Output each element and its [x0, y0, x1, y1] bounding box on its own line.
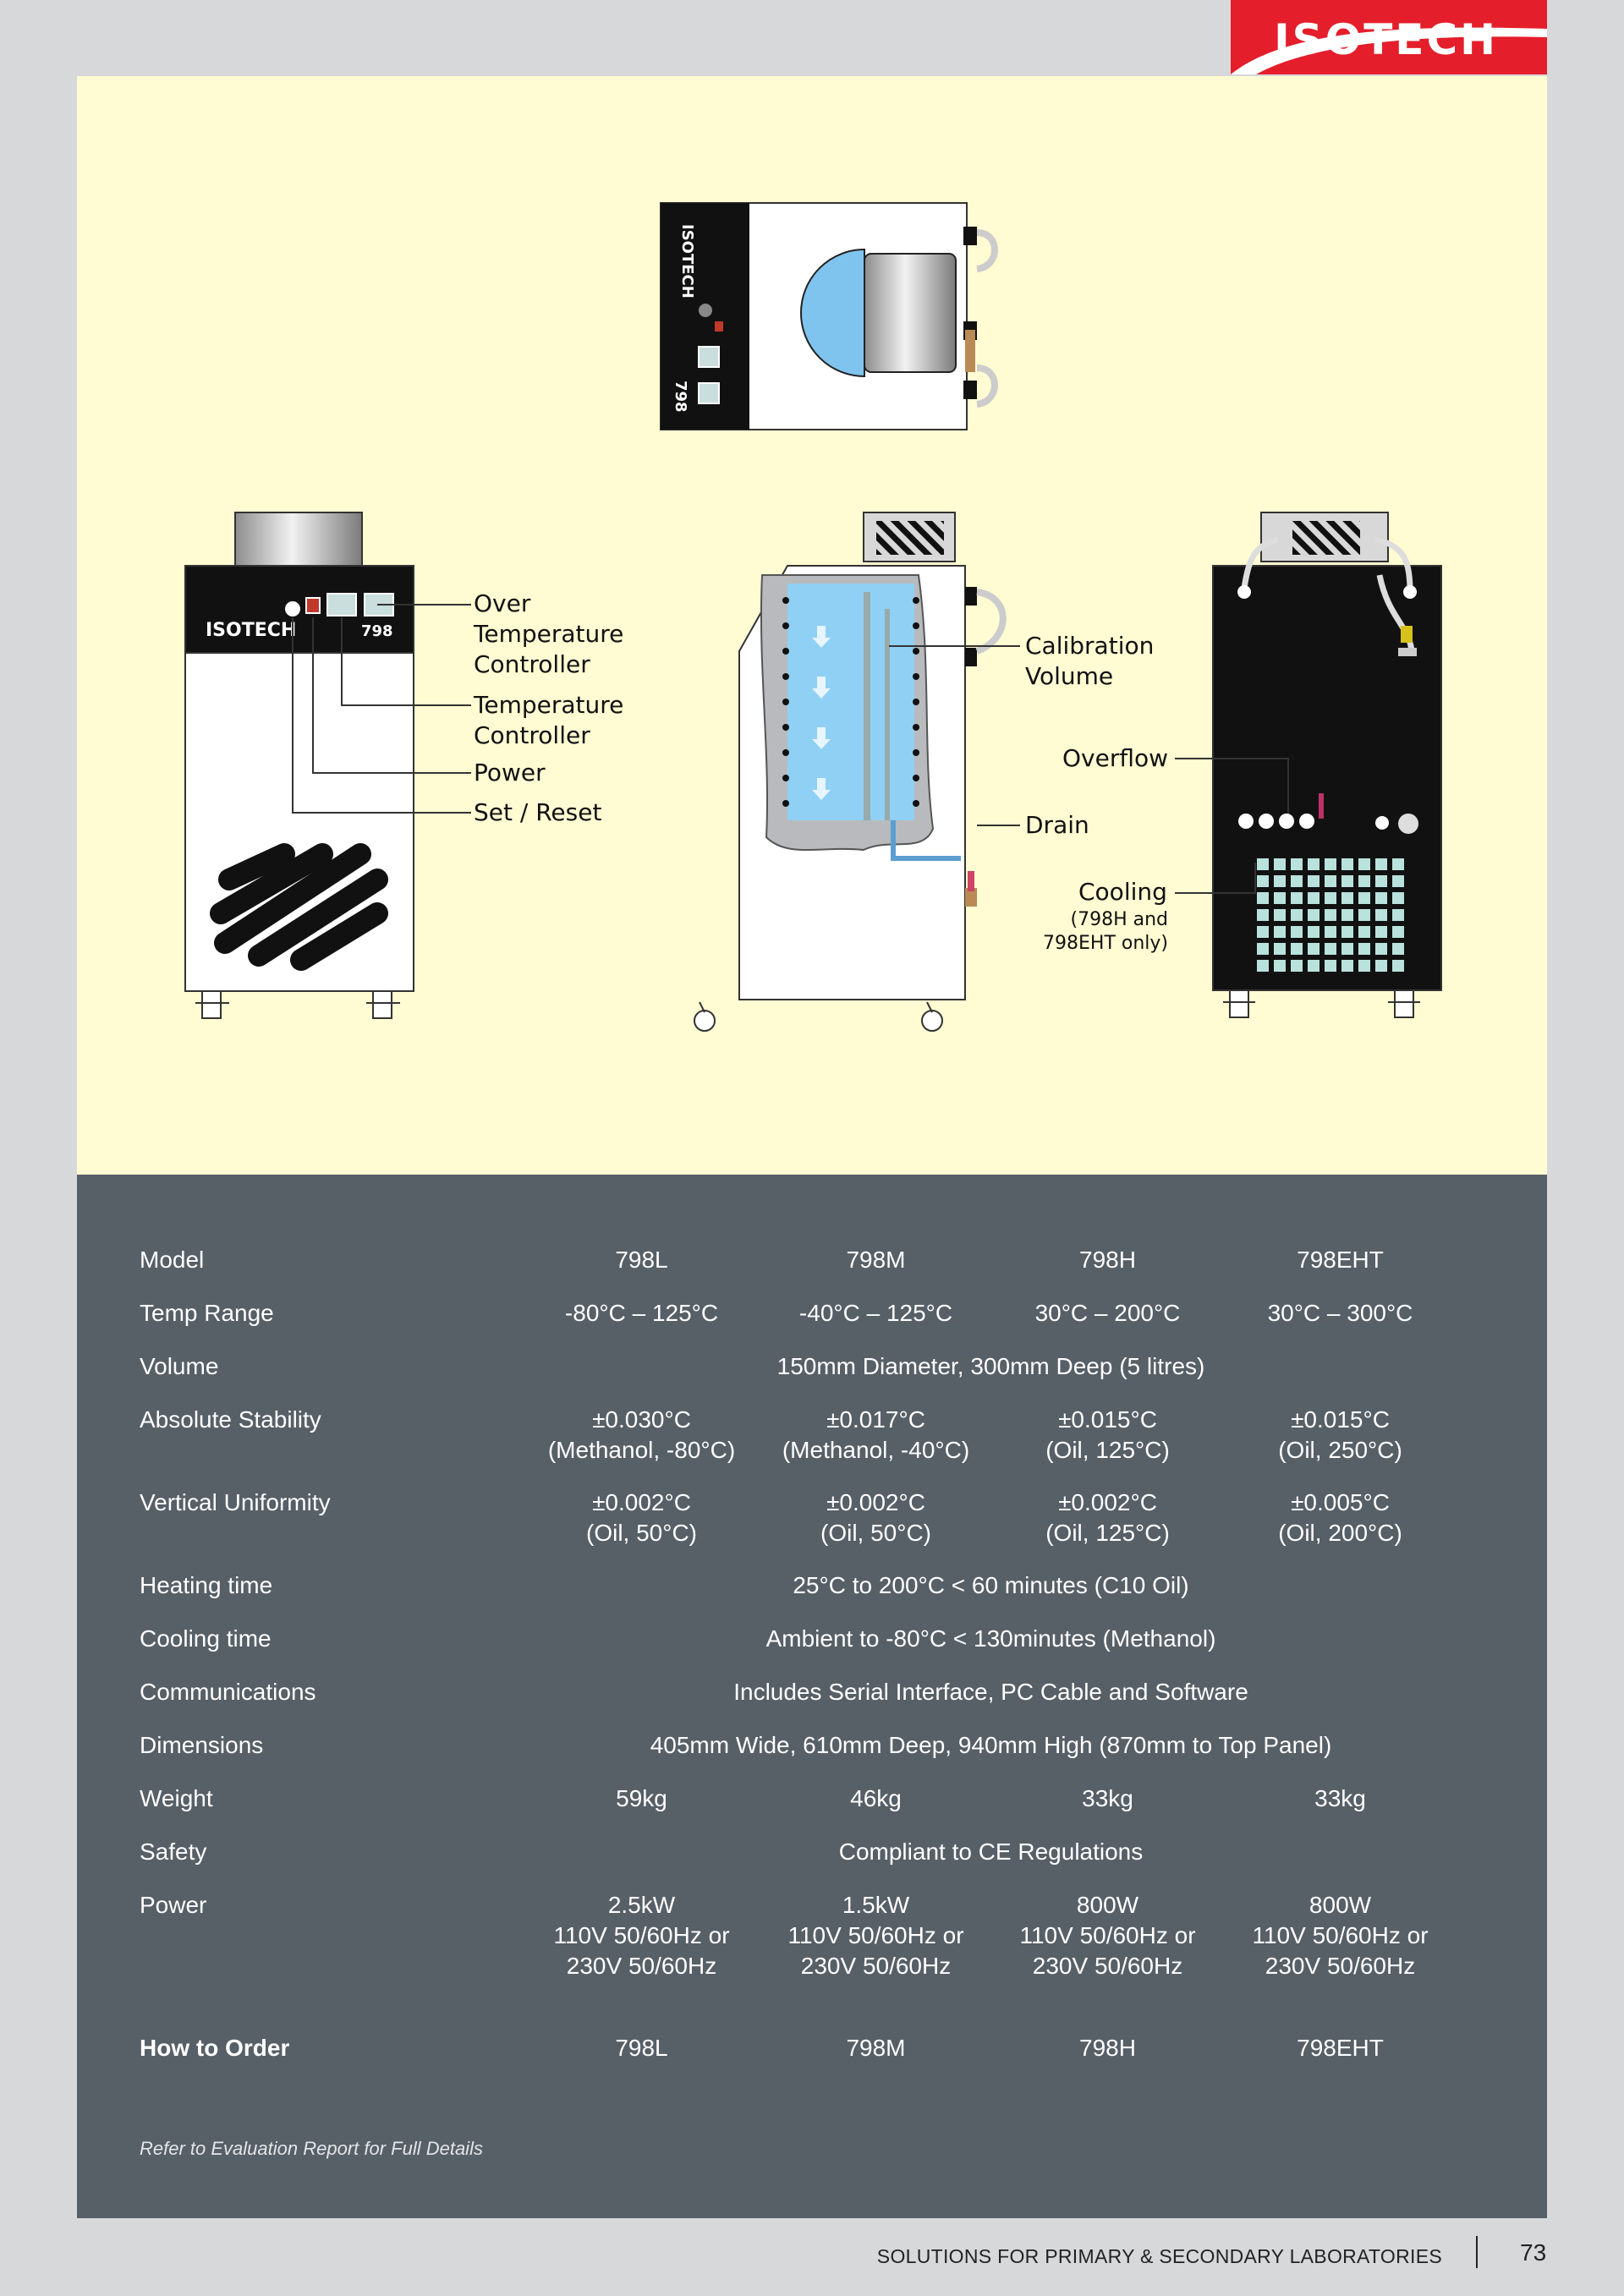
cell: -80°C – 125°C — [564, 1300, 719, 1326]
cell: 798L — [615, 1247, 668, 1273]
svg-text:798: 798 — [361, 622, 393, 640]
callout-calibration-volume: Calibration Volume — [1025, 632, 1155, 690]
callout-temperature-controller: Temperature Controller — [474, 691, 624, 749]
row-label: Dimensions — [140, 1732, 264, 1758]
callout-over-temperature-controller: Over Temperature Controller — [474, 589, 624, 678]
page-number: 73 — [1520, 2239, 1547, 2266]
cell: 800W 110V 50/60Hz or 230V 50/60Hz — [1019, 1892, 1196, 1979]
row-label: Temp Range — [140, 1300, 274, 1326]
cell: 2.5kW 110V 50/60Hz or 230V 50/60Hz — [553, 1892, 730, 1979]
cell: ±0.015°C (Oil, 250°C) — [1278, 1406, 1402, 1463]
cell: 798H — [1079, 1247, 1136, 1273]
specifications-table — [77, 1175, 1547, 2218]
cell: 1.5kW 110V 50/60Hz or 230V 50/60Hz — [787, 1892, 964, 1979]
cell: 798M — [846, 2035, 906, 2061]
product-illustration-panel — [77, 76, 1547, 1175]
cell: 30°C – 200°C — [1034, 1300, 1181, 1326]
cell: 33kg — [1314, 1785, 1366, 1811]
front-view-drawing — [185, 512, 471, 1018]
span-cell: 150mm Diameter, 300mm Deep (5 litres) — [776, 1353, 1205, 1379]
cell: ±0.002°C (Oil, 50°C) — [820, 1489, 931, 1546]
cell: 798EHT — [1297, 2035, 1384, 2061]
cooling-grille — [1257, 858, 1404, 972]
cell: ±0.002°C (Oil, 125°C) — [1045, 1489, 1170, 1546]
svg-text:798: 798 — [672, 381, 689, 413]
svg-text:ISOTECH: ISOTECH — [206, 620, 297, 641]
callout-cooling: Cooling — [1078, 878, 1167, 906]
row-label: How to Order — [140, 2035, 290, 2061]
cell: ±0.002°C (Oil, 50°C) — [586, 1489, 697, 1546]
callout-drain: Drain — [1025, 811, 1089, 839]
row-label: Weight — [140, 1785, 213, 1811]
cell: ±0.017°C (Methanol, -40°C) — [782, 1406, 970, 1463]
row-label: Cooling time — [140, 1625, 272, 1652]
footer-section-title: SOLUTIONS FOR PRIMARY & SECONDARY LABORATORIES — [876, 2245, 1442, 2267]
side-view-drawing — [694, 512, 1020, 1031]
cell: ±0.030°C (Methanol, -80°C) — [547, 1406, 736, 1463]
row-label: Volume — [140, 1353, 219, 1379]
span-cell: Includes Serial Interface, PC Cable and Software — [733, 1679, 1248, 1705]
svg-text:ISOTECH: ISOTECH — [678, 224, 696, 299]
cell: ±0.015°C (Oil, 125°C) — [1045, 1406, 1170, 1463]
callout-overflow: Overflow — [1062, 744, 1169, 772]
span-cell: Ambient to -80°C < 130minutes (Methanol) — [765, 1625, 1216, 1652]
row-label: Model — [140, 1247, 205, 1273]
top-view-drawing — [661, 203, 995, 430]
cell: ±0.005°C (Oil, 200°C) — [1278, 1489, 1402, 1546]
cell: 800W 110V 50/60Hz or 230V 50/60Hz — [1252, 1892, 1429, 1979]
cell: 30°C – 300°C — [1267, 1300, 1413, 1326]
callout-set-reset: Set / Reset — [474, 798, 602, 826]
callout-cooling-note: (798H and 798EHT only) — [1043, 909, 1168, 954]
footnote: Refer to Evaluation Report for Full Details — [140, 2138, 483, 2159]
callout-power: Power — [474, 759, 546, 786]
row-label: Safety — [140, 1838, 207, 1865]
span-cell: Compliant to CE Regulations — [838, 1838, 1144, 1865]
span-cell: 405mm Wide, 610mm Deep, 940mm High (870mm to Top Panel) — [650, 1732, 1332, 1758]
cell: 798EHT — [1297, 1247, 1384, 1273]
cell: 59kg — [616, 1785, 667, 1811]
logo-text: ISOTECH — [1274, 15, 1498, 64]
cell: 798H — [1079, 2035, 1136, 2061]
brand-logo — [1231, 0, 1547, 74]
cell: 798L — [615, 2035, 668, 2061]
row-label: Vertical Uniformity — [140, 1489, 331, 1515]
cell: 46kg — [850, 1785, 902, 1811]
footer-divider — [1476, 2236, 1478, 2268]
row-label: Power — [140, 1892, 207, 1918]
product-drawings — [77, 76, 1547, 1175]
rear-view-drawing — [1175, 512, 1441, 1017]
row-label: Absolute Stability — [140, 1406, 321, 1433]
span-cell: 25°C to 200°C < 60 minutes (C10 Oil) — [793, 1572, 1189, 1598]
cell: -40°C – 125°C — [798, 1300, 953, 1326]
cell: 798M — [846, 1247, 906, 1273]
cell: 33kg — [1082, 1785, 1133, 1811]
row-label: Communications — [140, 1679, 316, 1705]
row-label: Heating time — [140, 1572, 273, 1598]
